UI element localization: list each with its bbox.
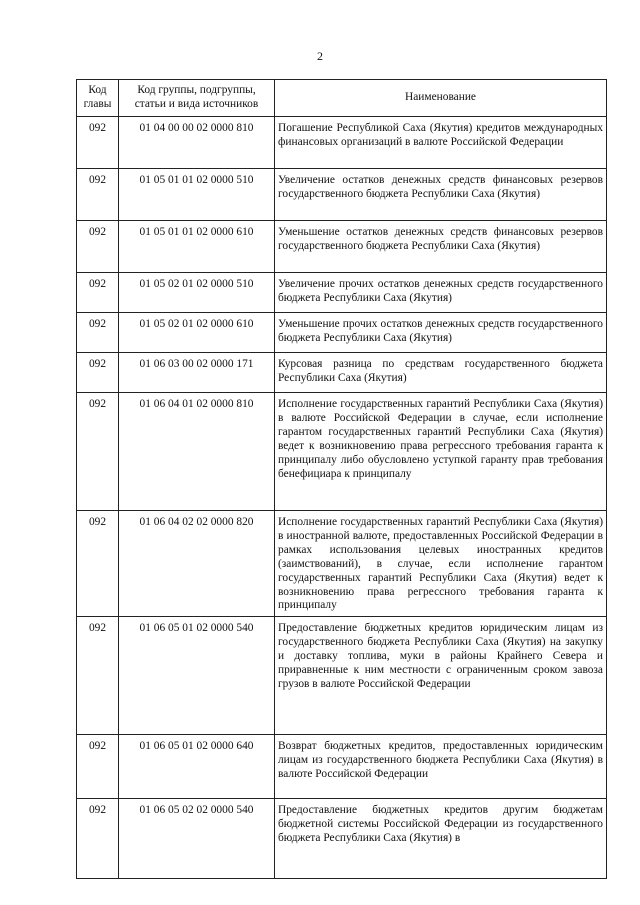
page-number: 2 (317, 49, 323, 63)
cell-name: Курсовая разница по средствам государственного бюджета Республики Саха (Якутия) (275, 353, 607, 393)
cell-name: Погашение Республикой Саха (Якутия) кредитов международных финансовых организаций в валюте Российской Федерации (275, 117, 607, 169)
cell-source-code: 01 04 00 00 02 0000 810 (119, 117, 275, 169)
table-row (77, 169, 607, 221)
cell-source-code: 01 06 04 02 02 0000 820 (119, 511, 275, 617)
cell-source-code: 01 06 05 01 02 0000 640 (119, 735, 275, 799)
cell-name: Увеличение прочих остатков денежных средств государственного бюджета Республики Саха (Якутия) (275, 273, 607, 313)
cell-source-code: 01 05 02 01 02 0000 610 (119, 313, 275, 353)
cell-chapter-code: 092 (77, 221, 119, 273)
cell-chapter-code: 092 (77, 169, 119, 221)
table-row (77, 617, 607, 735)
cell-name: Уменьшение прочих остатков денежных средств государственного бюджета Республики Саха (Якутия) (275, 313, 607, 353)
cell-chapter-code: 092 (77, 735, 119, 799)
cell-source-code: 01 05 01 01 02 0000 510 (119, 169, 275, 221)
cell-name: Увеличение остатков денежных средств финансовых резервов государственного бюджета Республики Саха (Якутия) (275, 169, 607, 221)
cell-name: Исполнение государственных гарантий Республики Саха (Якутия) в валюте Российской Федерации в случае, если исполнение гарантом государственных гарантий Республики Саха (Якутия) ведет к возникновению права регрессного требования гаранта к принципалу либо обусловлено уступкой гаранту прав требования бенефициара к принципалу (275, 393, 607, 511)
cell-name: Возврат бюджетных кредитов, предоставленных юридическим лицам из государственного бюджета Республики Саха (Якутия) в валюте Российской Федерации (275, 735, 607, 799)
table-row (77, 735, 607, 799)
cell-chapter-code: 092 (77, 313, 119, 353)
cell-source-code: 01 05 02 01 02 0000 510 (119, 273, 275, 313)
cell-chapter-code: 092 (77, 273, 119, 313)
table-header-row (77, 80, 607, 117)
header-chapter-code: Код главы (77, 80, 119, 117)
table-row (77, 313, 607, 353)
table-row (77, 393, 607, 511)
table-row (77, 221, 607, 273)
cell-name: Предоставление бюджетных кредитов юридическим лицам из государственного бюджета Республики Саха (Якутия) на закупку и доставку топлива, муки в районы Крайнего Севера и приравненные к ним местности с ограниченным сроком завоза грузов в валюте Российской Федерации (275, 617, 607, 735)
table-row (77, 353, 607, 393)
cell-chapter-code: 092 (77, 117, 119, 169)
cell-chapter-code: 092 (77, 799, 119, 879)
cell-source-code: 01 05 01 01 02 0000 610 (119, 221, 275, 273)
cell-name: Исполнение государственных гарантий Республики Саха (Якутия) в иностранной валюте, предоставленных Российской Федерации в рамках использования целевых иностранных кредитов (заимствований), в случае, если исполнение гарантом государственных гарантий Республики Саха (Якутия) ведет к возникновению права регрессного требования гаранта к принципалу (275, 511, 607, 617)
header-name: Наименование (275, 80, 607, 117)
cell-source-code: 01 06 05 02 02 0000 540 (119, 799, 275, 879)
table-row (77, 799, 607, 879)
cell-chapter-code: 092 (77, 511, 119, 617)
table-row (77, 511, 607, 617)
cell-chapter-code: 092 (77, 617, 119, 735)
table-row (77, 117, 607, 169)
table-row (77, 273, 607, 313)
cell-source-code: 01 06 04 01 02 0000 810 (119, 393, 275, 511)
cell-chapter-code: 092 (77, 353, 119, 393)
cell-name: Уменьшение остатков денежных средств финансовых резервов государственного бюджета Республики Саха (Якутия) (275, 221, 607, 273)
cell-name: Предоставление бюджетных кредитов другим бюджетам бюджетной системы Российской Федерации из государственного бюджета Республики Саха (Якутия) в (275, 799, 607, 879)
cell-source-code: 01 06 05 01 02 0000 540 (119, 617, 275, 735)
cell-source-code: 01 06 03 00 02 0000 171 (119, 353, 275, 393)
cell-chapter-code: 092 (77, 393, 119, 511)
header-source-code: Код группы, подгруппы, статьи и вида источников (119, 80, 275, 117)
sources-table (76, 79, 607, 879)
